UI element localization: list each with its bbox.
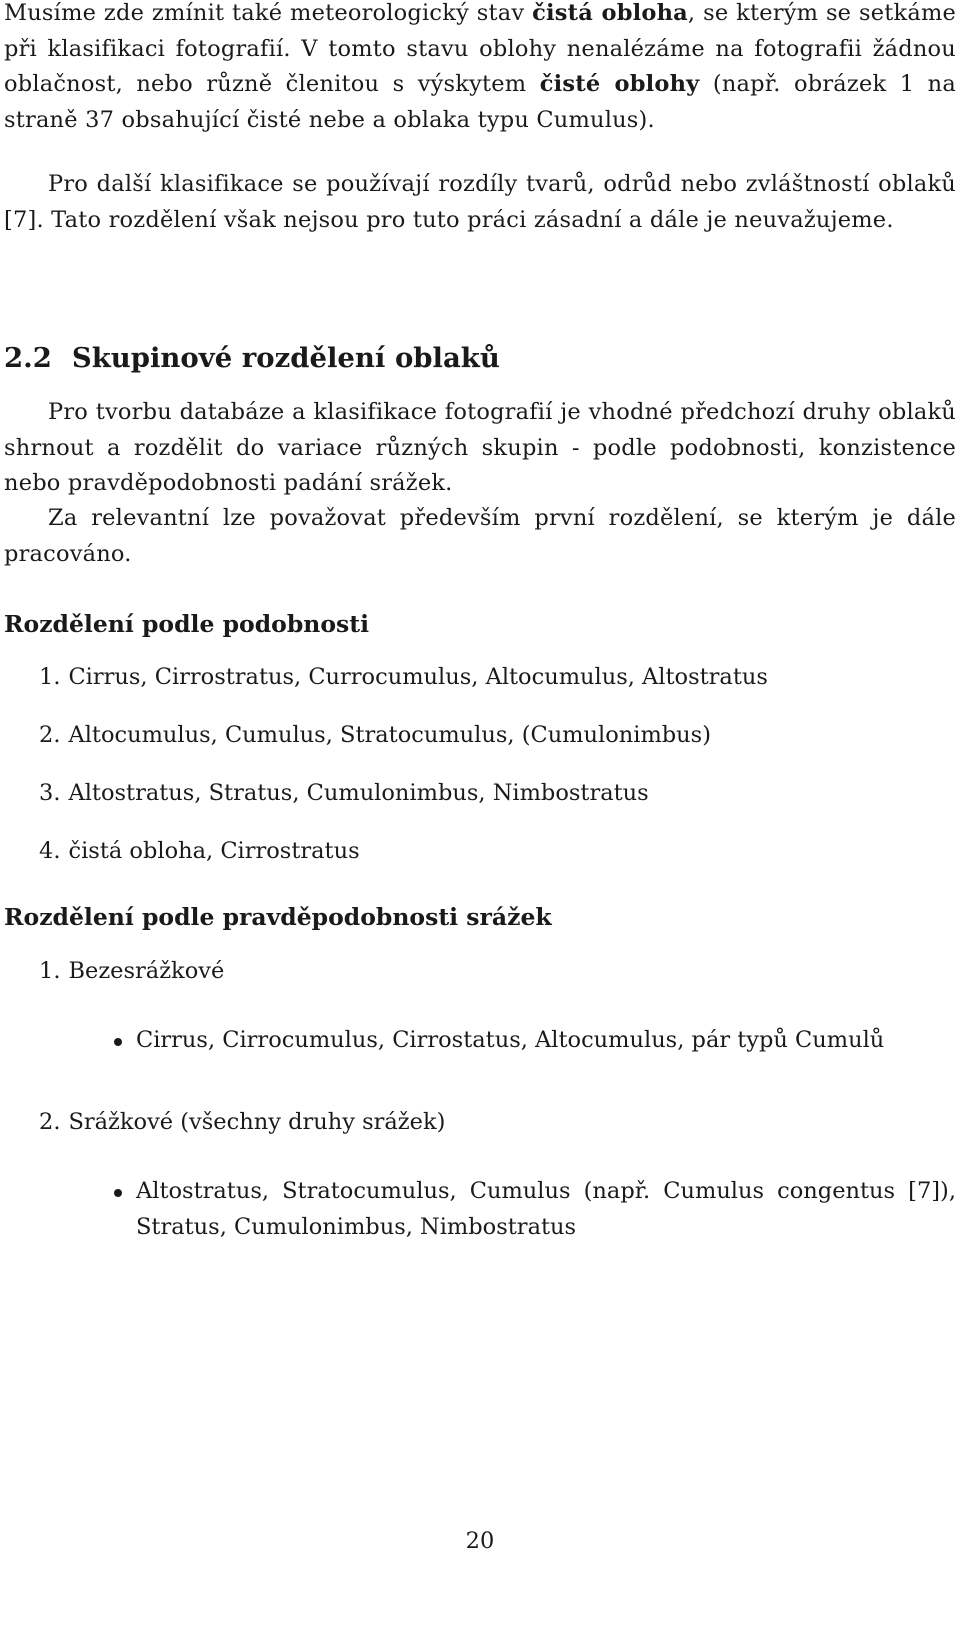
list-item xyxy=(39,1104,445,1140)
paragraph-clear-sky xyxy=(4,0,956,138)
item-text: Bezesrážkové xyxy=(68,958,225,984)
list-item xyxy=(39,833,956,891)
bullet-icon xyxy=(114,1189,122,1197)
list-item xyxy=(39,775,956,833)
subheading-precipitation: Rozdělení podle pravděpodobnosti srážek xyxy=(4,903,552,931)
paragraph-text: (např. obrázek 1 na straně 37 obsahující čisté nebe a oblaka typu Cumulus). xyxy=(4,71,956,133)
item-number: 1. xyxy=(39,958,61,984)
bullet-item xyxy=(109,1023,956,1059)
item-text: Altostratus, Stratus, Cumulonimbus, Nimbostratus xyxy=(68,780,649,806)
paragraph-text: , se kterým se setkáme při klasifikaci fotografií. V tomto stavu oblohy nenalézáme na fotografii žádnou oblačnost, nebo různě členitou s výskytem xyxy=(4,0,957,97)
item-text: čistá obloha, Cirrostratus xyxy=(68,838,360,864)
list-item xyxy=(39,953,224,989)
bullet-item xyxy=(109,1174,956,1245)
bold-term-clear-sky: čistá obloha xyxy=(532,0,688,26)
section-number: 2.2 xyxy=(4,342,52,374)
page-number: 20 xyxy=(465,1528,495,1554)
item-number: 2. xyxy=(39,722,61,748)
paragraph-text: Musíme zde zmínit také meteorologický stav xyxy=(4,0,533,26)
section-heading xyxy=(4,340,500,376)
paragraph-further-classification: Pro další klasifikace se používají rozdíly tvarů, odrůd nebo zvláštností oblaků [7]. Tato rozdělení však nejsou pro tuto práci zásadní a dále je neuvažujeme. xyxy=(4,171,956,233)
item-number: 1. xyxy=(39,664,61,690)
bullet-icon xyxy=(114,1038,122,1046)
bullet-text: Altostratus, Stratocumulus, Cumulus (např. Cumulus congentus [7]), Stratus, Cumulonimbus, Nimbostratus xyxy=(136,1178,956,1240)
similarity-list xyxy=(4,659,956,891)
list-item xyxy=(39,717,956,775)
paragraph-group-intro: Pro tvorbu databáze a klasifikace fotografií je vhodné předchozí druhy oblaků shrnout a rozdělit do variace různých skupin - podle podobnosti, konzistence nebo pravděpodobnosti padání srážek. xyxy=(4,399,956,496)
item-number: 4. xyxy=(39,838,61,864)
item-text: Srážkové (všechny druhy srážek) xyxy=(68,1109,446,1135)
paragraph-relevance: Za relevantní lze považovat především první rozdělení, se kterým je dále pracováno. xyxy=(4,505,956,567)
item-number: 2. xyxy=(39,1109,61,1135)
bold-term-clear-sky-genitive: čisté oblohy xyxy=(539,71,700,97)
section-title: Skupinové rozdělení oblaků xyxy=(71,342,500,374)
item-text: Cirrus, Cirrostratus, Currocumulus, Altocumulus, Altostratus xyxy=(68,664,768,690)
subheading-similarity: Rozdělení podle podobnosti xyxy=(4,610,370,638)
list-item xyxy=(39,659,956,717)
bullet-text: Cirrus, Cirrocumulus, Cirrostatus, Altocumulus, pár typů Cumulů xyxy=(136,1027,885,1053)
item-number: 3. xyxy=(39,780,61,806)
item-text: Altocumulus, Cumulus, Stratocumulus, (Cumulonimbus) xyxy=(68,722,711,748)
